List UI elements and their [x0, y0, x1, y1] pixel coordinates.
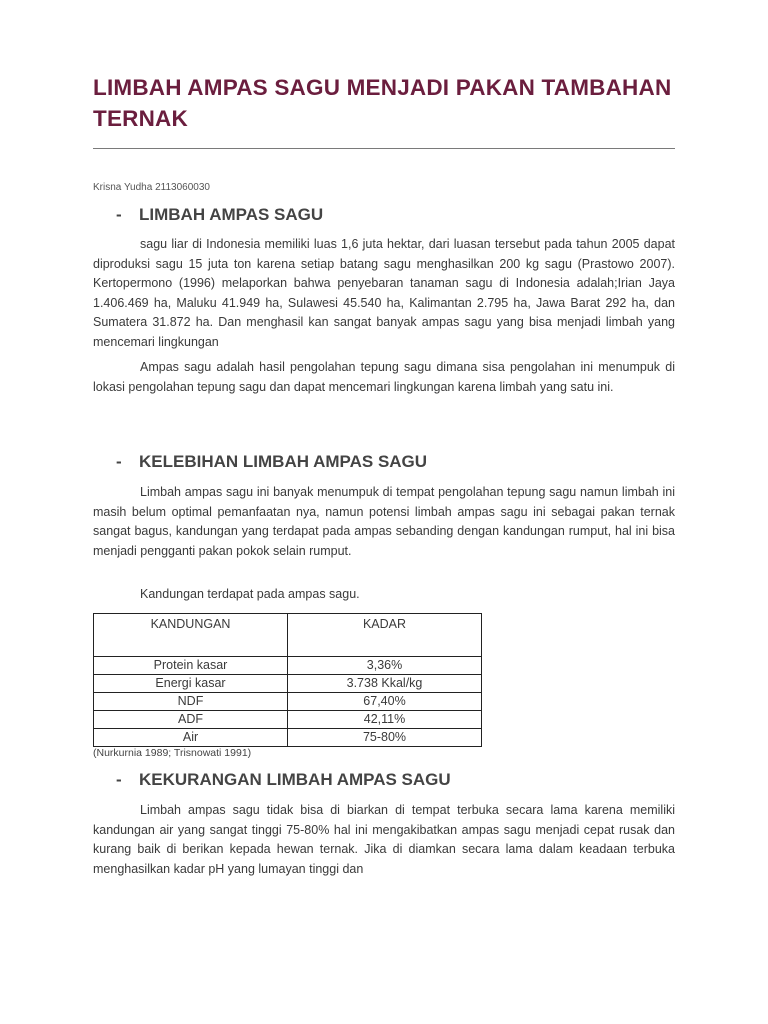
paragraph-text: sagu liar di Indonesia memiliki luas 1,6 juta hektar, dari luasan tersebut pada tahun 2005 dapat diproduksi sagu 15 juta ton karena setiap batang sagu menghasilkan 200 kg sagu (Prastowo 2007). Kertopermono (1996) melaporkan bahwa penyebaran tanaman sagu di Indonesia adalah;Irian Jaya 1.406.469 ha, Maluku 41.949 ha, Sulawesi 45.540 ha, Kalimantan 2.795 ha, Jawa Barat 292 ha, dan Sumatera 31.872 ha. Dan menghasil kan sangat banyak ampas sagu yang bisa menjadi limbah yang mencemari lingkungan [93, 237, 675, 349]
table-caption: Kandungan terdapat pada ampas sagu. [140, 587, 360, 601]
table-cell: Protein kasar [94, 657, 288, 675]
bullet-dash: - [116, 452, 122, 471]
paragraph [93, 801, 675, 879]
section-heading-kelebihan [116, 452, 427, 472]
section-heading-text: KELEBIHAN LIMBAH AMPAS SAGU [139, 452, 428, 471]
table-cell: 3,36% [288, 657, 482, 675]
section-heading-text: LIMBAH AMPAS SAGU [139, 205, 324, 224]
paragraph [93, 358, 675, 397]
paragraph-text: Limbah ampas sagu tidak bisa di biarkan di tempat terbuka secara lama karena memiliki kandungan air yang sangat tinggi 75-80% hal ini mengakibatkan ampas sagu menjadi cepat rusak dan kurang baik di berikan kepada hewan ternak. Jika di diamkan secara lama dalam keadaan terbuka menghasilkan kadar pH yang lumayan tinggi dan [93, 803, 675, 876]
column-header-kadar: KADAR [288, 614, 482, 657]
table-cell: Energi kasar [94, 675, 288, 693]
table-cell: 75-80% [288, 729, 482, 747]
table-cell: ADF [94, 711, 288, 729]
bullet-dash: - [116, 770, 122, 789]
table-cell: 42,11% [288, 711, 482, 729]
table-header-row [94, 614, 482, 657]
paragraph-text: Limbah ampas sagu ini banyak menumpuk di tempat pengolahan tepung sagu namun limbah ini masih belum optimal pemanfaatan nya, namun potensi limbah ampas sagu ini sebagai pakan ternak sangat bagus, kandungan yang terdapat pada ampas sebanding dengan kandungan rumput, hal ini bisa menjadi pengganti pakan pokok selain rumput. [93, 485, 675, 558]
table-row [94, 657, 482, 675]
table-cell: 67,40% [288, 693, 482, 711]
table-cell: 3.738 Kkal/kg [288, 675, 482, 693]
author-line: Krisna Yudha 2113060030 [93, 182, 210, 193]
document-title: LIMBAH AMPAS SAGU MENJADI PAKAN TAMBAHAN TERNAK [93, 75, 672, 131]
section-heading-text: KEKURANGAN LIMBAH AMPAS SAGU [139, 770, 451, 789]
table-row [94, 693, 482, 711]
nutrient-table [93, 613, 482, 747]
table-row [94, 711, 482, 729]
paragraph [93, 235, 675, 352]
bullet-dash: - [116, 205, 122, 224]
table-cell: NDF [94, 693, 288, 711]
title-divider [93, 148, 675, 149]
paragraph-text: Ampas sagu adalah hasil pengolahan tepung sagu dimana sisa pengolahan ini menumpuk di lokasi pengolahan tepung sagu dan dapat mencemari lingkungan karena limbah yang satu ini. [93, 360, 675, 394]
section-heading-limbah [116, 205, 323, 225]
table-row [94, 729, 482, 747]
table-cell: Air [94, 729, 288, 747]
paragraph [93, 483, 675, 561]
table-row [94, 675, 482, 693]
table-source-citation: (Nurkurnia 1989; Trisnowati 1991) [93, 747, 252, 759]
section-heading-kekurangan [116, 770, 451, 790]
column-header-kandungan: KANDUNGAN [94, 614, 288, 657]
